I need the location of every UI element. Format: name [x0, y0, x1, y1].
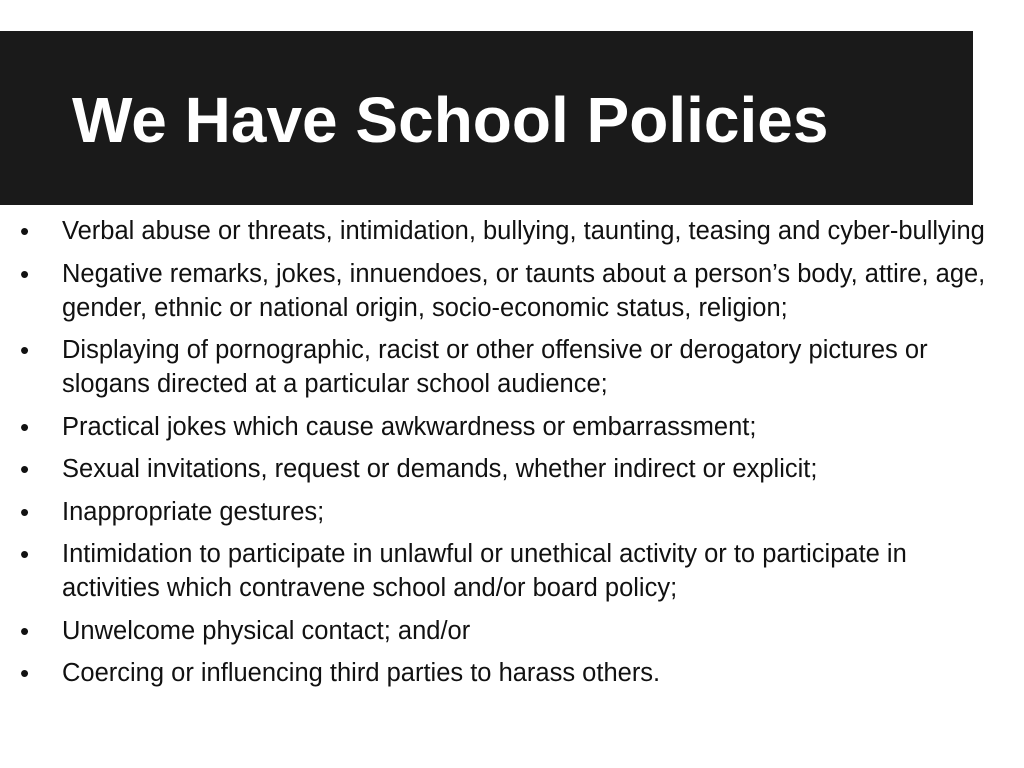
bullet-dot-icon: • [20, 454, 30, 484]
bullet-item [0, 257, 1024, 325]
bullet-item [0, 537, 1024, 605]
bullet-text: Practical jokes which cause awkwardness or embarrassment; [62, 412, 757, 441]
bullet-item [0, 214, 1024, 248]
bullet-text: Displaying of pornographic, racist or other offensive or derogatory pictures or slogans directed at a particular school audience; [62, 336, 928, 398]
bullet-item [0, 614, 1024, 648]
bullet-dot-icon: • [20, 258, 30, 289]
bullet-dot-icon: • [20, 411, 30, 442]
bullet-dot-icon: • [20, 539, 30, 569]
bullet-dot-icon: • [20, 658, 30, 688]
bullet-dot-icon: • [20, 335, 30, 365]
bullet-text: Unwelcome physical contact; and/or [62, 616, 471, 645]
bullet-item [0, 410, 1024, 444]
bullet-item [0, 333, 1024, 401]
bullet-dot-icon: • [20, 216, 30, 246]
bullet-list [0, 214, 1024, 699]
slide-title: We Have School Policies [72, 84, 829, 156]
bullet-dot-icon: • [20, 615, 30, 646]
bullet-text: Negative remarks, jokes, innuendoes, or taunts about a person’s body, attire, age, gender, ethnic or national origin, socio-economic status, religion; [62, 259, 986, 322]
bullet-text: Intimidation to participate in unlawful or unethical activity or to participate in activities which contravene school and/or board policy; [62, 540, 907, 602]
bullet-text: Coercing or influencing third parties to harass others. [62, 659, 661, 687]
bullet-text: Sexual invitations, request or demands, whether indirect or explicit; [62, 455, 818, 483]
bullet-text: Inappropriate gestures; [62, 497, 325, 526]
bullet-dot-icon: • [20, 496, 30, 527]
bullet-item [0, 656, 1024, 690]
bullet-item [0, 495, 1024, 529]
bullet-text: Verbal abuse or threats, intimidation, bullying, taunting, teasing and cyber-bullying [62, 217, 985, 245]
bullet-item [0, 452, 1024, 486]
